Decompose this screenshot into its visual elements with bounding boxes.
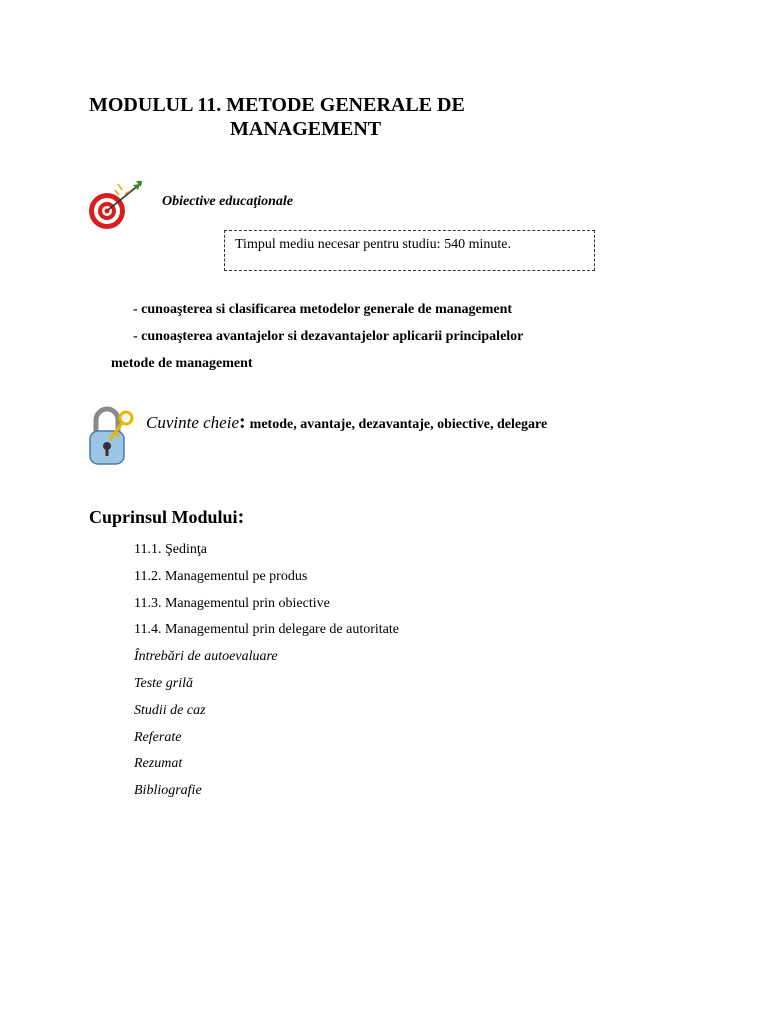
module-title-line-1: MODULUL 11. METODE GENERALE DE: [89, 94, 465, 116]
toc-section-4: 11.4. Managementul prin delegare de autoritate: [134, 622, 399, 637]
keywords-label: Cuvinte cheie: [146, 413, 239, 432]
objective-item-1: - cunoaşterea si clasificarea metodelor generale de management: [133, 302, 513, 317]
objective-item-2-continuation: metode de management: [111, 356, 253, 371]
toc-section-3: 11.3. Managementul prin obiective: [134, 596, 330, 611]
toc-extra-case-studies: Studii de caz: [134, 703, 206, 718]
toc-extra-reports: Referate: [134, 730, 182, 745]
contents-colon: :: [237, 506, 245, 528]
toc-section-1: 11.1. Şedinţa: [134, 542, 207, 557]
objectives-label: Obiective educaţionale: [162, 194, 294, 209]
study-time-text: Timpul mediu necesar pentru studiu: 540 minute.: [235, 237, 511, 252]
toc-extra-summary: Rezumat: [134, 756, 183, 771]
toc-extra-bibliography: Bibliografie: [134, 783, 202, 798]
contents-title: Cuprinsul Modului: [89, 507, 238, 527]
module-title-line-2: MANAGEMENT: [230, 118, 382, 140]
keywords-colon: :: [239, 411, 246, 433]
objective-item-2: - cunoaşterea avantajelor si dezavantajelor aplicarii principalelor: [133, 329, 524, 344]
toc-section-2: 11.2. Managementul pe produs: [134, 569, 308, 584]
toc-extra-self-assessment: Întrebări de autoevaluare: [134, 649, 278, 664]
study-time-box: [224, 230, 595, 271]
keywords-list: metode, avantaje, dezavantaje, obiective, delegare: [249, 417, 548, 432]
padlock-key-icon: [86, 404, 136, 468]
toc-extra-grid-tests: Teste grilă: [134, 676, 193, 691]
target-icon: [86, 178, 146, 234]
contents-heading: [89, 506, 244, 529]
keywords-line: [146, 411, 547, 434]
